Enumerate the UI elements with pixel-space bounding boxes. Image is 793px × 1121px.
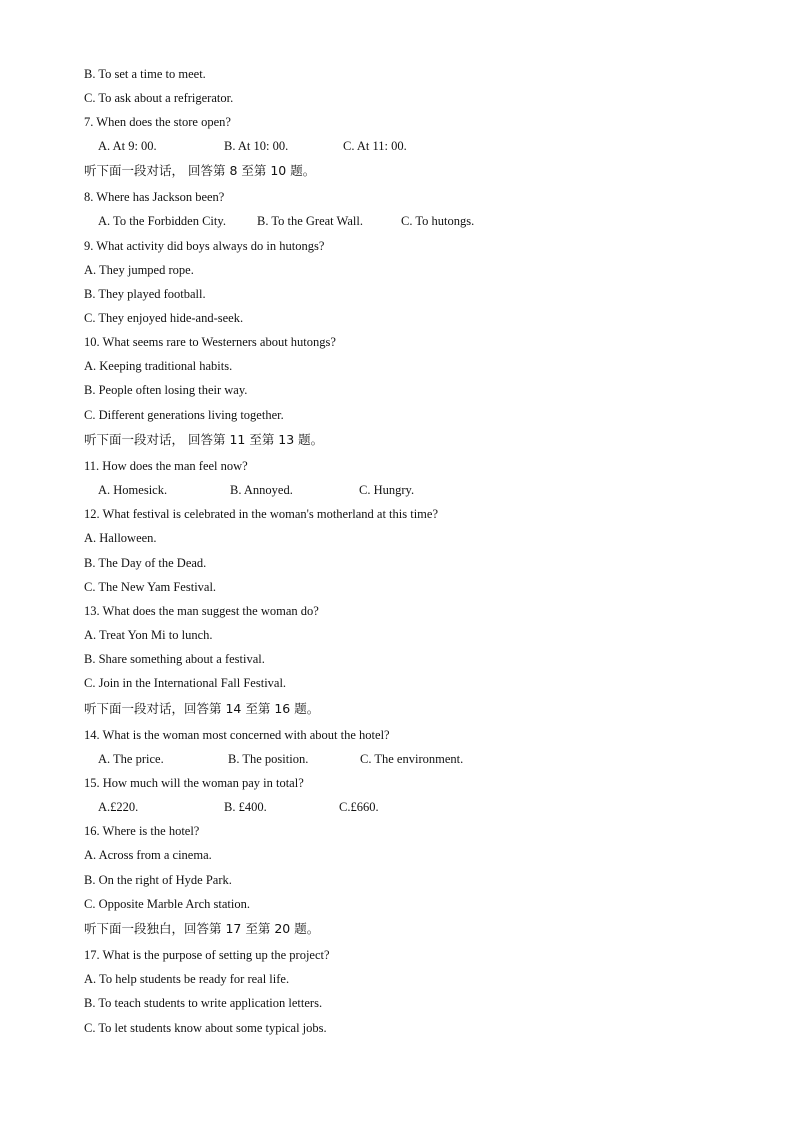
- q16-option-b: B. On the right of Hyde Park.: [84, 873, 232, 887]
- q15-option-a: A.£220.: [98, 800, 139, 814]
- q17-option-a: A. To help students be ready for real life.: [84, 972, 290, 986]
- q11-option-b: B. Annoyed.: [230, 483, 293, 497]
- q12-option-a: A. Halloween.: [84, 531, 157, 545]
- q16-option-a: A. Across from a cinema.: [84, 848, 212, 862]
- q11-option-c: C. Hungry.: [359, 483, 415, 497]
- q14-question: 14. What is the woman most concerned with about the hotel?: [84, 728, 390, 742]
- q16-option-c: C. Opposite Marble Arch station.: [84, 897, 250, 911]
- q6-option-c: C. To ask about a refrigerator.: [84, 91, 234, 105]
- section-heading-14-16: 听下面一段对话，回答第 14 至第 16 题。: [84, 701, 320, 716]
- q12-question: 12. What festival is celebrated in the woman's motherland at this time?: [84, 507, 439, 521]
- q17-question: 17. What is the purpose of setting up the project?: [84, 948, 330, 962]
- q13-option-b: B. Share something about a festival.: [84, 652, 265, 666]
- q12-option-b: B. The Day of the Dead.: [84, 556, 207, 570]
- section-heading-17-20: 听下面一段独白，回答第 17 至第 20 题。: [84, 921, 320, 936]
- q11-question: 11. How does the man feel now?: [84, 459, 248, 473]
- section-heading-11-13: 听下面一段对话， 回答第 11 至第 13 题。: [84, 432, 324, 447]
- q10-option-b: B. People often losing their way.: [84, 383, 248, 397]
- q14-option-a: A. The price.: [98, 752, 164, 766]
- q9-option-a: A. They jumped rope.: [84, 263, 194, 277]
- q10-option-a: A. Keeping traditional habits.: [84, 359, 233, 373]
- q17-option-b: B. To teach students to write application letters.: [84, 996, 323, 1010]
- q6-option-b: B. To set a time to meet.: [84, 67, 206, 81]
- q9-option-c: C. They enjoyed hide-and-seek.: [84, 311, 244, 325]
- q7-option-c: C. At 11: 00.: [343, 139, 407, 153]
- q8-option-b: B. To the Great Wall.: [257, 214, 363, 228]
- q13-question: 13. What does the man suggest the woman do?: [84, 604, 319, 618]
- q7-option-b: B. At 10: 00.: [224, 139, 289, 153]
- q8-option-c: C. To hutongs.: [401, 214, 475, 228]
- q9-question: 9. What activity did boys always do in hutongs?: [84, 239, 325, 253]
- q17-option-c: C. To let students know about some typical jobs.: [84, 1021, 327, 1035]
- q11-option-a: A. Homesick.: [98, 483, 168, 497]
- q7-option-a: A. At 9: 00.: [98, 139, 157, 153]
- q15-question: 15. How much will the woman pay in total?: [84, 776, 304, 790]
- q15-option-c: C.£660.: [339, 800, 379, 814]
- q8-option-a: A. To the Forbidden City.: [98, 214, 226, 228]
- q8-question: 8. Where has Jackson been?: [84, 190, 225, 204]
- q13-option-c: C. Join in the International Fall Festival.: [84, 676, 287, 690]
- q15-option-b: B. £400.: [224, 800, 267, 814]
- q13-option-a: A. Treat Yon Mi to lunch.: [84, 628, 213, 642]
- q12-option-c: C. The New Yam Festival.: [84, 580, 217, 594]
- q10-question: 10. What seems rare to Westerners about hutongs?: [84, 335, 336, 349]
- q9-option-b: B. They played football.: [84, 287, 206, 301]
- section-heading-8-10: 听下面一段对话， 回答第 8 至第 10 题。: [84, 163, 316, 178]
- q16-question: 16. Where is the hotel?: [84, 824, 200, 838]
- q10-option-c: C. Different generations living together.: [84, 408, 284, 422]
- q7-question: 7. When does the store open?: [84, 115, 231, 129]
- q14-option-b: B. The position.: [228, 752, 309, 766]
- q14-option-c: C. The environment.: [360, 752, 464, 766]
